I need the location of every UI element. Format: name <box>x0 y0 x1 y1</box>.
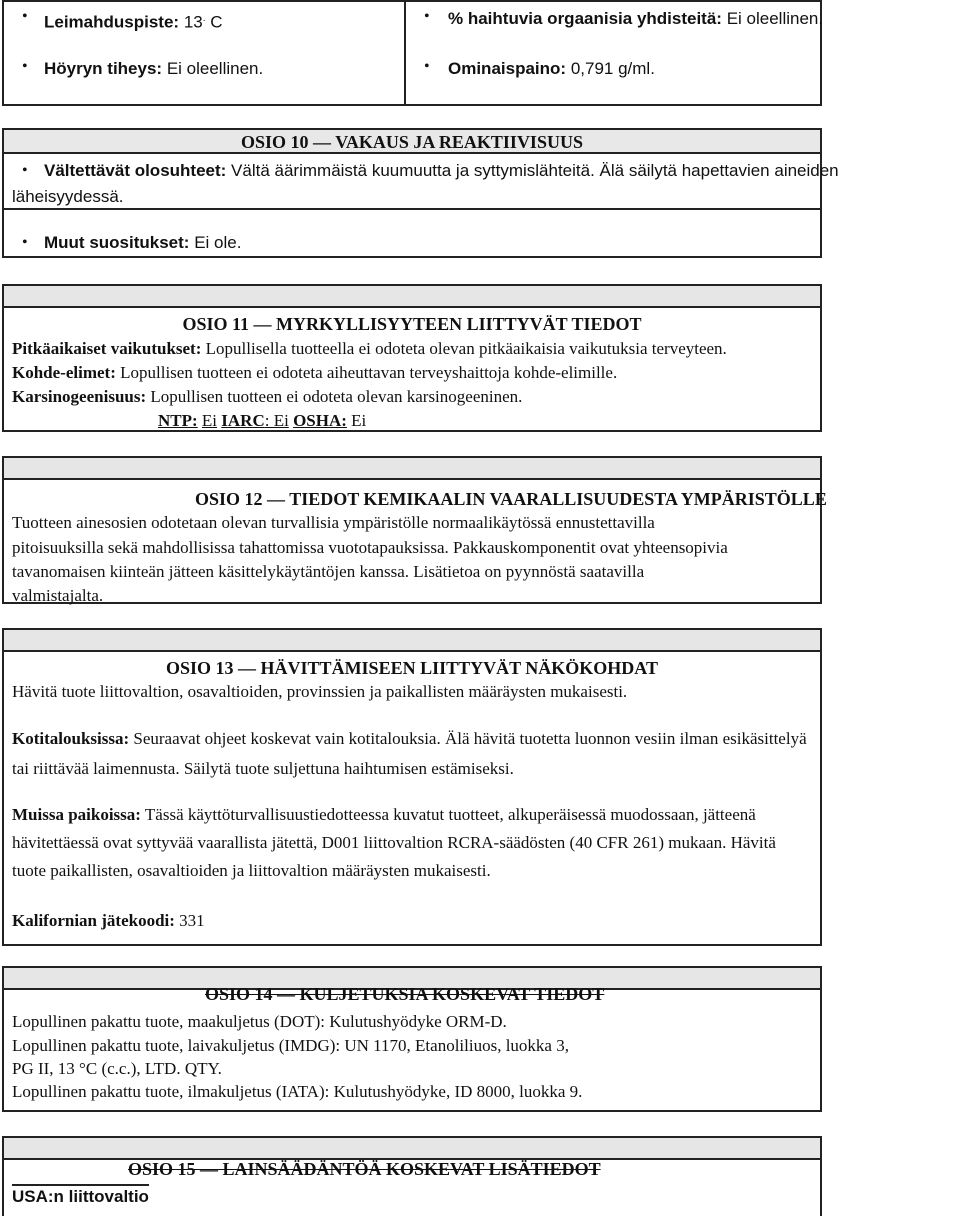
california-waste-code-value: 331 <box>179 911 205 930</box>
other-recommendations-label: Muut suositukset: <box>44 233 190 252</box>
section-9-divider <box>404 0 406 54</box>
specific-gravity-value: 0,791 g/ml. <box>570 59 655 78</box>
bullet-icon: • <box>22 162 28 179</box>
household-label: Kotitalouksissa: <box>12 729 130 748</box>
specific-gravity-label: Ominaispaino: <box>448 59 567 78</box>
osha-value: Ei <box>351 411 367 430</box>
chronic-effects <box>12 338 727 360</box>
section-10-title: OSIO 10 — VAKAUS JA REAKTIIVISUUS <box>241 132 583 152</box>
section-12-header-bar <box>4 458 820 480</box>
osha-label: OSHA: <box>293 411 347 430</box>
bullet-icon: • <box>22 234 28 251</box>
household-disposal-cont: tai riittävää laimennusta. Säilytä tuote suljettuna haihtumisen estämiseksi. <box>12 759 514 778</box>
transport-imdg-cont: PG II, 13 °C (c.c.), LTD. QTY. <box>12 1059 222 1078</box>
section-13-title: OSIO 13 — HÄVITTÄMISEEN LIITTYVÄT NÄKÖKOHDAT <box>166 658 658 678</box>
other-places-label: Muissa paikoissa: <box>12 805 141 824</box>
voc-value: Ei oleellinen. <box>726 9 824 28</box>
transport-dot: Lopullinen pakattu tuote, maakuljetus (DOT): Kulutushyödyke ORM-D. <box>12 1012 507 1031</box>
bullet-icon: • <box>424 58 430 75</box>
section-11-title: OSIO 11 — MYRKYLLISYYTEEN LIITTYVÄT TIEDOT <box>182 314 642 334</box>
conditions-to-avoid <box>44 160 839 182</box>
california-waste-code <box>12 910 205 932</box>
flash-point-row <box>44 8 223 34</box>
conditions-to-avoid-label: Vältettävät olosuhteet: <box>44 161 227 180</box>
flash-point-unit: C <box>210 12 223 32</box>
chronic-effects-text: Lopullisella tuotteella ei odoteta olevan pitkäaikaisia vaikutuksia terveyteen. <box>205 339 727 358</box>
vapor-density-value: Ei oleellinen. <box>166 59 264 78</box>
section-14-title: OSIO 14 — KULJETUKSIA KOSKEVAT TIEDOT <box>205 984 605 1004</box>
iarc-label: IARC <box>221 411 265 430</box>
voc-label: % haihtuvia orgaanisia yhdisteitä: <box>448 9 722 28</box>
ntp-label: NTP: <box>158 411 198 430</box>
section-15-title: OSIO 15 — LAINSÄÄDÄNTÖÄ KOSKEVAT LISÄTIEDOT <box>128 1159 601 1179</box>
flash-point-label: Leimahduspiste: <box>44 12 180 32</box>
section-10-divider <box>4 208 820 210</box>
carcinogenicity-text: Lopullisen tuotteen ei odoteta olevan karsinogeeninen. <box>150 387 523 406</box>
household-disposal <box>12 728 807 750</box>
chronic-effects-label: Pitkäaikaiset vaikutukset: <box>12 339 202 358</box>
iarc-value: : Ei <box>264 411 289 430</box>
section-12-line-2: pitoisuuksilla sekä mahdollisissa tahattomissa vuototapauksissa. Pakkauskomponentit ovat yhteensopivia <box>12 538 728 557</box>
other-recommendations <box>44 232 241 254</box>
other-recommendations-value: Ei ole. <box>194 233 242 252</box>
conditions-to-avoid-text: Vältä äärimmäistä kuumuutta ja syttymislähteitä. Älä säilytä hapettavien aineiden <box>231 161 839 180</box>
section-9-divider-lower <box>404 54 406 106</box>
agency-listings <box>158 410 366 432</box>
section-12-title: OSIO 12 — TIEDOT KEMIKAALIN VAARALLISUUDESTA YMPÄRISTÖLLE <box>195 489 827 509</box>
other-disposal-cont-1: hävitettäessä ovat syttyvää vaarallista jätettä, D001 liittovaltion RCRA-säädösten (40 CFR 261) mukaan. Hävitä <box>12 833 776 852</box>
disposal-intro: Hävitä tuote liittovaltion, osavaltioiden, provinssien ja paikallisten määräysten mukaisesti. <box>12 682 628 701</box>
section-15-header-bar <box>4 1138 820 1160</box>
california-waste-code-label: Kalifornian jätekoodi: <box>12 911 175 930</box>
flash-point-degree: . <box>202 13 206 24</box>
household-text: Seuraavat ohjeet koskevat vain kotitalouksia. Älä hävitä tuotetta luonnon vesiin ilman esikäsittelyä <box>133 729 807 748</box>
voc-row <box>448 8 823 30</box>
section-12-line-1: Tuotteen ainesosien odotetaan olevan turvallisia ympäristölle normaalikäytössä ennustettavilla <box>12 513 655 532</box>
other-disposal-cont-2: tuote paikallisten, osavaltioiden ja liittovaltion määräysten mukaisesti. <box>12 861 491 880</box>
vapor-density-label: Höyryn tiheys: <box>44 59 163 78</box>
target-organs <box>12 362 617 384</box>
vapor-density-row <box>44 58 263 80</box>
conditions-to-avoid-cont: läheisyydessä. <box>12 187 124 206</box>
section-12-line-4: valmistajalta. <box>12 586 104 605</box>
section-12-line-3: tavanomaisen kiinteän jätteen käsittelykäytäntöjen kanssa. Lisätietoa on pyynnöstä saatavilla <box>12 562 645 581</box>
section-11-header-bar <box>4 286 820 308</box>
flash-point-value: 13 <box>183 12 203 32</box>
specific-gravity-row <box>448 58 655 80</box>
bullet-icon: • <box>424 8 430 25</box>
target-organs-text: Lopullisen tuotteen ei odoteta aiheuttavan terveyshaittoja kohde-elimille. <box>120 363 618 382</box>
carcinogenicity <box>12 386 522 408</box>
section-13-header-bar <box>4 630 820 652</box>
bullet-icon: • <box>22 8 28 25</box>
carcinogenicity-label: Karsinogeenisuus: <box>12 387 147 406</box>
section-15-subtitle: USA:n liittovaltio <box>12 1184 149 1208</box>
other-places-text: Tässä käyttöturvallisuustiedotteessa kuvatut tuotteet, alkuperäisessä muodossaan, jätteenä <box>144 805 756 824</box>
target-organs-label: Kohde-elimet: <box>12 363 116 382</box>
other-disposal <box>12 804 756 826</box>
bullet-icon: • <box>22 58 28 75</box>
transport-imdg: Lopullinen pakattu tuote, laivakuljetus (IMDG): UN 1170, Etanoliliuos, luokka 3, <box>12 1036 569 1055</box>
ntp-value: Ei <box>201 411 218 430</box>
transport-iata: Lopullinen pakattu tuote, ilmakuljetus (IATA): Kulutushyödyke, ID 8000, luokka 9. <box>12 1082 583 1101</box>
